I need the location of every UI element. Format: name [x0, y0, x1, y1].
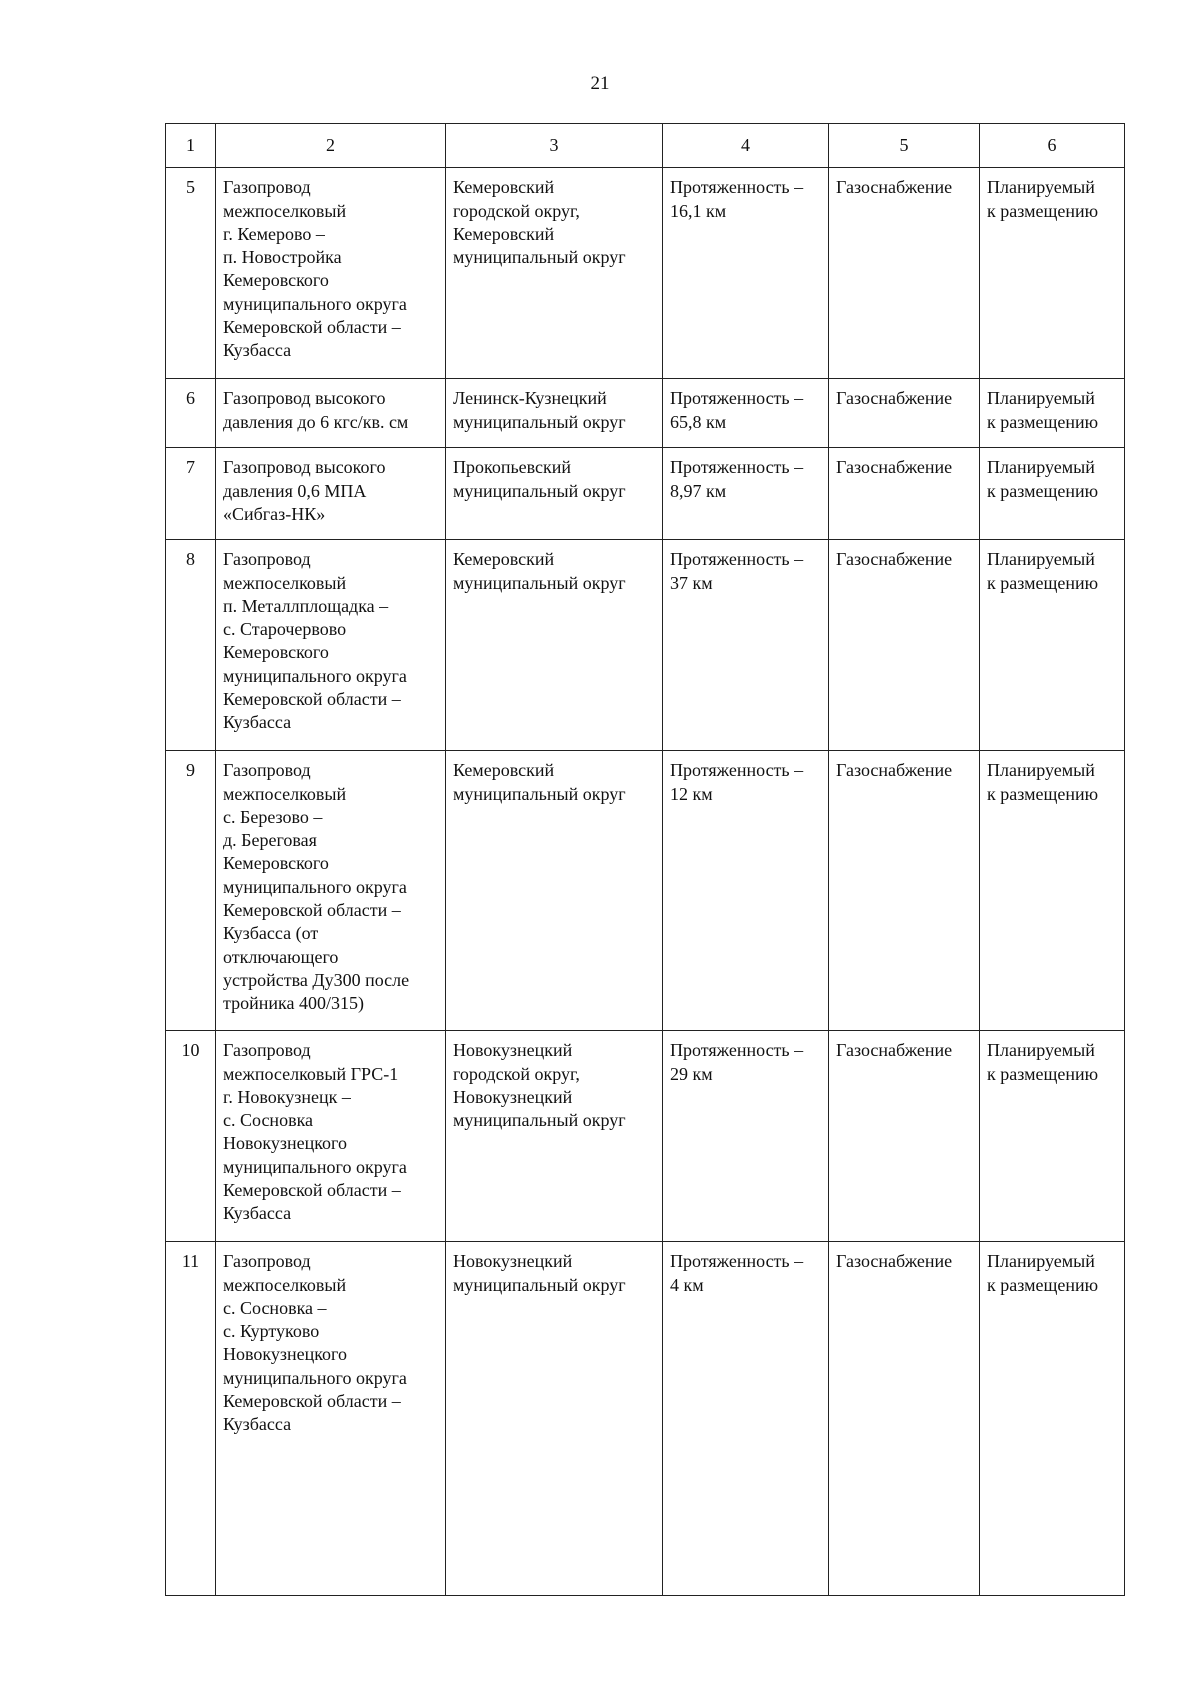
purpose-cell: Газоснабжение: [829, 448, 980, 540]
column-number-header: 1: [166, 124, 216, 168]
object-name-cell: Газопровод межпоселковый г. Кемерово – п. Новостройка Кемеровского муниципального округа Кемеровской области – Кузбасса: [216, 168, 446, 379]
object-name-cell: Газопровод высокого давления до 6 кгс/кв. см: [216, 379, 446, 448]
location-cell: Кемеровский муниципальный округ: [446, 751, 663, 1031]
table-row: [166, 168, 1125, 379]
row-number-cell: 7: [166, 448, 216, 540]
object-name-cell: Газопровод межпоселковый с. Березово – д. Береговая Кемеровского муниципального округа Кемеровской области – Кузбасса (от отключающего устройства Ду300 после тройника 400/315): [216, 751, 446, 1031]
characteristic-cell: Протяженность – 8,97 км: [663, 448, 829, 540]
purpose-cell: Газоснабжение: [829, 168, 980, 379]
location-cell: Ленинск-Кузнецкий муниципальный округ: [446, 379, 663, 448]
location-cell: Кемеровский городской округ, Кемеровский муниципальный округ: [446, 168, 663, 379]
table-row: [166, 448, 1125, 540]
object-name-cell: Газопровод высокого давления 0,6 МПА «Сибгаз-НК»: [216, 448, 446, 540]
location-cell: Новокузнецкий городской округ, Новокузнецкий муниципальный округ: [446, 1031, 663, 1242]
column-number-header: 2: [216, 124, 446, 168]
purpose-cell: Газоснабжение: [829, 1031, 980, 1242]
purpose-cell: Газоснабжение: [829, 1242, 980, 1596]
location-cell: Прокопьевский муниципальный округ: [446, 448, 663, 540]
location-cell: Новокузнецкий муниципальный округ: [446, 1242, 663, 1596]
column-number-header: 4: [663, 124, 829, 168]
table-row: [166, 751, 1125, 1031]
status-cell: Планируемый к размещению: [980, 448, 1125, 540]
row-number-cell: 5: [166, 168, 216, 379]
column-number-header: 5: [829, 124, 980, 168]
row-number-cell: 8: [166, 540, 216, 751]
table-row: [166, 1031, 1125, 1242]
purpose-cell: Газоснабжение: [829, 540, 980, 751]
table-row: [166, 1242, 1125, 1596]
status-cell: Планируемый к размещению: [980, 540, 1125, 751]
object-name-cell: Газопровод межпоселковый с. Сосновка – с. Куртуково Новокузнецкого муниципального округа Кемеровской области – Кузбасса: [216, 1242, 446, 1596]
location-cell: Кемеровский муниципальный округ: [446, 540, 663, 751]
characteristic-cell: Протяженность – 65,8 км: [663, 379, 829, 448]
table-header-row: [166, 124, 1125, 168]
status-cell: Планируемый к размещению: [980, 168, 1125, 379]
row-number-cell: 10: [166, 1031, 216, 1242]
characteristic-cell: Протяженность – 29 км: [663, 1031, 829, 1242]
objects-table: [165, 123, 1125, 1596]
object-name-cell: Газопровод межпоселковый ГРС-1 г. Новокузнецк – с. Сосновка Новокузнецкого муниципального округа Кемеровской области – Кузбасса: [216, 1031, 446, 1242]
characteristic-cell: Протяженность – 4 км: [663, 1242, 829, 1596]
row-number-cell: 11: [166, 1242, 216, 1596]
status-cell: Планируемый к размещению: [980, 379, 1125, 448]
row-number-cell: 6: [166, 379, 216, 448]
status-cell: Планируемый к размещению: [980, 1242, 1125, 1596]
characteristic-cell: Протяженность – 37 км: [663, 540, 829, 751]
column-number-header: 6: [980, 124, 1125, 168]
page-number: 21: [590, 73, 610, 94]
characteristic-cell: Протяженность – 16,1 км: [663, 168, 829, 379]
object-name-cell: Газопровод межпоселковый п. Металлплощадка – с. Старочервово Кемеровского муниципального округа Кемеровской области – Кузбасса: [216, 540, 446, 751]
table-row: [166, 379, 1125, 448]
row-number-cell: 9: [166, 751, 216, 1031]
column-number-header: 3: [446, 124, 663, 168]
table-row: [166, 540, 1125, 751]
status-cell: Планируемый к размещению: [980, 1031, 1125, 1242]
purpose-cell: Газоснабжение: [829, 379, 980, 448]
status-cell: Планируемый к размещению: [980, 751, 1125, 1031]
purpose-cell: Газоснабжение: [829, 751, 980, 1031]
characteristic-cell: Протяженность – 12 км: [663, 751, 829, 1031]
